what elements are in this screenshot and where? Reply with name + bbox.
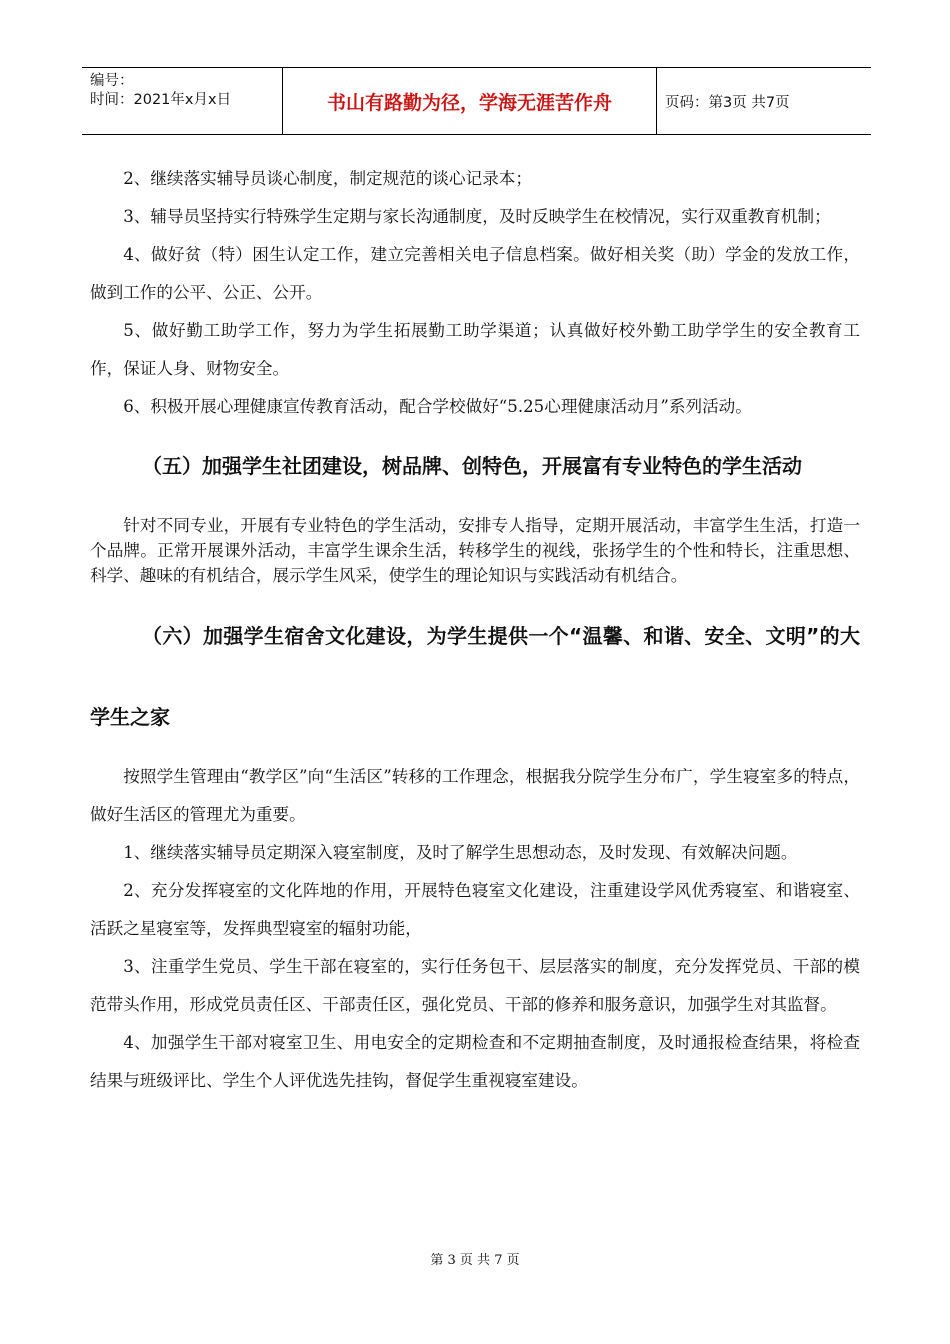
header-page-info: 页码：第3页 共7页	[665, 94, 790, 111]
paragraph-item-2: 2、继续落实辅导员谈心制度，制定规范的谈心记录本；	[123, 169, 532, 188]
header-meta	[82, 68, 282, 134]
page-footer: 第 3 页 共 7 页	[430, 1253, 520, 1268]
paragraph-item-6: 6、积极开展心理健康宣传教育活动，配合学校做好“5.25心理健康活动月”系列活动。	[123, 397, 752, 416]
section-6-item-3: 3、注重学生党员、学生干部在寝室的，实行任务包干、层层落实的制度，充分发挥党员、干部的模范带头作用，形成党员责任区、干部责任区，强化党员、干部的修养和服务意识，加强学生对其监督。	[90, 957, 860, 1014]
paragraph-item-3: 3、辅导员坚持实行特殊学生定期与家长沟通制度，及时反映学生在校情况，实行双重教育机制；	[123, 207, 831, 226]
header-motto: 书山有路勤为径，学海无涯苦作舟	[282, 68, 657, 134]
paragraph-item-5: 5、做好勤工助学工作，努力为学生拓展勤工助学渠道；认真做好校外勤工助学学生的安全教育工作，保证人身、财物安全。	[90, 321, 860, 378]
section-6-heading: （六）加强学生宿舍文化建设，为学生提供一个“温馨、和谐、安全、文明”的大学生之家	[90, 624, 860, 729]
section-6-item-2: 2、充分发挥寝室的文化阵地的作用，开展特色寝室文化建设，注重建设学风优秀寝室、和谐寝室、活跃之星寝室等，发挥典型寝室的辐射功能，	[90, 881, 860, 938]
section-6-item-1: 1、继续落实辅导员定期深入寝室制度，及时了解学生思想动态，及时发现、有效解决问题。	[123, 843, 798, 862]
page-header	[82, 67, 871, 135]
document-number-label: 编号：	[90, 73, 134, 89]
section-6-item-4: 4、加强学生干部对寝室卫生、用电安全的定期检查和不定期抽查制度，及时通报检查结果，将检查结果与班级评比、学生个人评优选先挂钩，督促学生重视寝室建设。	[90, 1033, 860, 1090]
paragraph-item-4: 4、做好贫（特）困生认定工作，建立完善相关电子信息档案。做好相关奖（助）学金的发放工作，做到工作的公平、公正、公开。	[90, 245, 860, 302]
section-5-heading: （五）加强学生社团建设，树品牌、创特色，开展富有专业特色的学生活动	[142, 454, 802, 478]
document-body	[90, 160, 860, 1100]
document-date: 时间：2021年x月x日	[90, 92, 232, 108]
section-6-intro: 按照学生管理由“教学区”向“生活区”转移的工作理念，根据我分院学生分布广，学生寝室多的特点，做好生活区的管理尤为重要。	[90, 767, 860, 824]
section-5-body: 针对不同专业，开展有专业特色的学生活动，安排专人指导，定期开展活动，丰富学生生活，打造一个品牌。正常开展课外活动，丰富学生课余生活，转移学生的视线，张扬学生的个性和特长，注重思想、科学、趣味的有机结合，展示学生风采，使学生的理论知识与实践活动有机结合。	[90, 516, 860, 585]
